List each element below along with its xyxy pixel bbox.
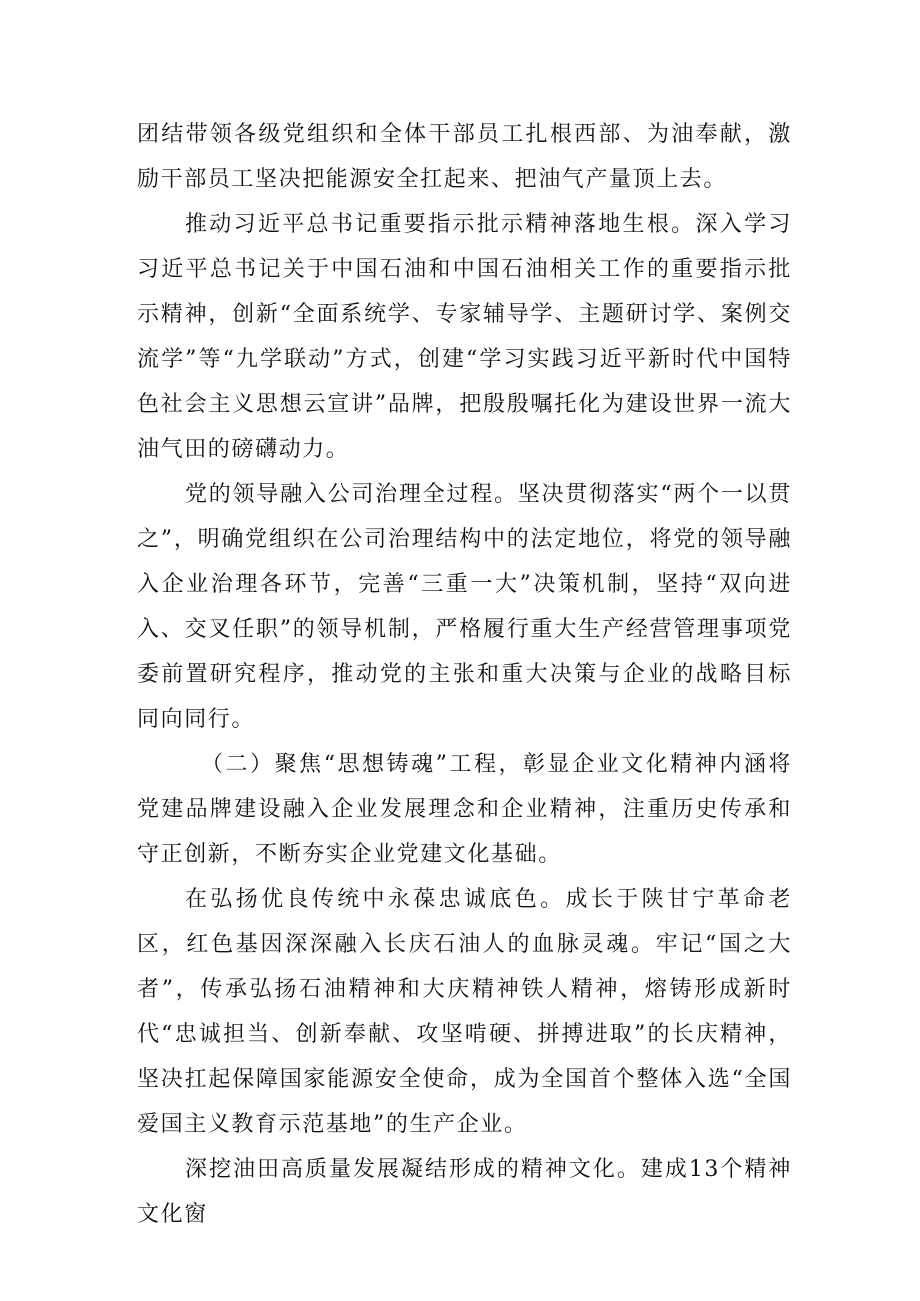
paragraph-2: 推动习近平总书记重要指示批示精神落地生根。深入学习习近平总书记关于中国石油和中国石油相关工作的重要指示批示精神，创新“全面系统学、专家辅导学、主题研讨学、案例交流学”等“九学联动”方式，创建“学习实践习近平新时代中国特色社会主义思想云宣讲”品牌，把殷殷嘱托化为建设世界一流大油气田的磅礴动力。: [137, 212, 792, 462]
paragraph-3: 党的领导融入公司治理全过程。坚决贯彻落实“两个一以贯之”，明确党组织在公司治理结构中的法定地位，将党的领导融入企业治理各环节，完善“三重一大”决策机制，坚持“双向进入、交叉任职”的领导机制，严格履行重大生产经营管理事项党委前置研究程序，推动党的主张和重大决策与企业的战略目标同向同行。: [137, 482, 792, 732]
paragraph-6: 深挖油田高质量发展凝结形成的精神文化。建成13个精神文化窗: [137, 1157, 792, 1227]
document-body: [137, 112, 792, 1237]
paragraph-5: 在弘扬优良传统中永葆忠诚底色。成长于陕甘宁革命老区，红色基因深深融入长庆石油人的血脉灵魂。牢记“国之大者”，传承弘扬石油精神和大庆精神铁人精神，熔铸形成新时代“忠诚担当、创新奉献、攻坚啃硬、拼搏进取”的长庆精神，坚决扛起保障国家能源安全使命，成为全国首个整体入选“全国爱国主义教育示范基地”的生产企业。: [137, 887, 792, 1137]
section-heading-paragraph: （二）聚焦“思想铸魂”工程，彰显企业文化精神内涵将党建品牌建设融入企业发展理念和企业精神，注重历史传承和守正创新，不断夯实企业党建文化基础。: [137, 752, 792, 867]
paragraph-1: 团结带领各级党组织和全体干部员工扎根西部、为油奉献，激励干部员工坚决把能源安全扛起来、把油气产量顶上去。: [137, 122, 792, 192]
